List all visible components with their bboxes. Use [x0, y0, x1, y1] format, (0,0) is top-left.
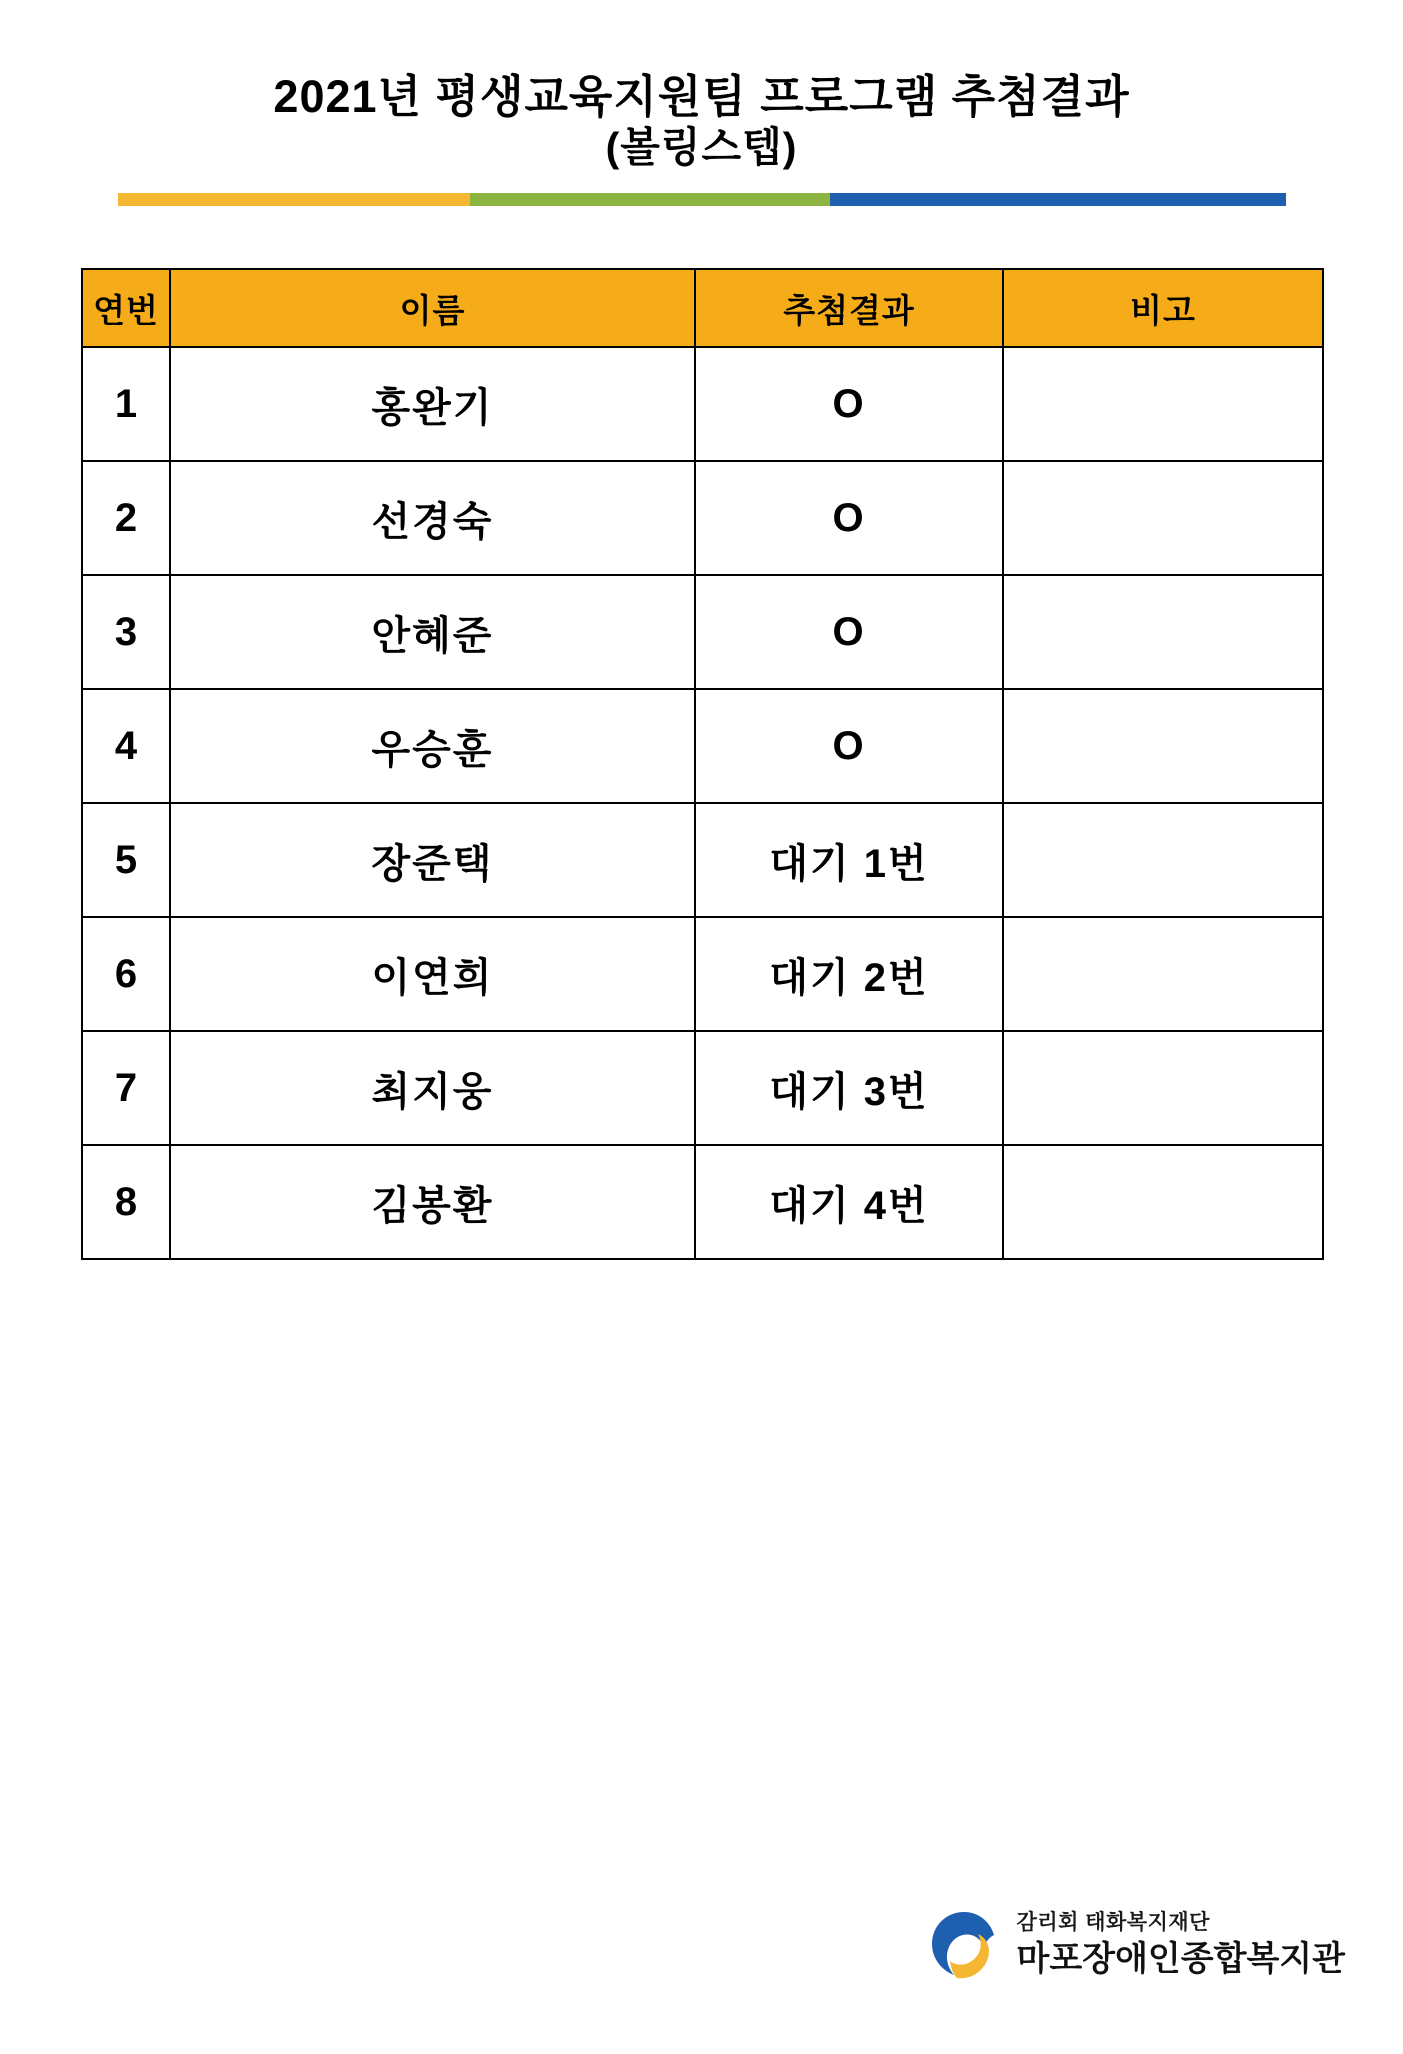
cell-result: O	[695, 575, 1003, 689]
cell-no: 2	[82, 461, 170, 575]
table-row	[82, 803, 1323, 917]
table-row	[82, 689, 1323, 803]
tricolor-divider	[118, 193, 1286, 206]
divider-segment-yellow	[118, 193, 471, 206]
cell-name: 최지웅	[170, 1031, 695, 1145]
cell-result: 대기 4번	[695, 1145, 1003, 1259]
footer-logo-block	[927, 1908, 1345, 1982]
cell-note	[1003, 917, 1323, 1031]
column-header-name: 이름	[170, 269, 695, 347]
column-header-result: 추첨결과	[695, 269, 1003, 347]
column-header-note: 비고	[1003, 269, 1323, 347]
cell-note	[1003, 803, 1323, 917]
table-header-row	[82, 269, 1323, 347]
table-row	[82, 1031, 1323, 1145]
cell-name: 홍완기	[170, 347, 695, 461]
cell-no: 8	[82, 1145, 170, 1259]
document-page	[0, 70, 1403, 2054]
cell-result: 대기 1번	[695, 803, 1003, 917]
table-row	[82, 461, 1323, 575]
table-body	[82, 347, 1323, 1259]
table-row	[82, 1145, 1323, 1259]
cell-result: 대기 3번	[695, 1031, 1003, 1145]
organization-center: 마포장애인종합복지관	[1016, 1939, 1345, 1978]
cell-name: 안혜준	[170, 575, 695, 689]
cell-result: O	[695, 461, 1003, 575]
cell-note	[1003, 1145, 1323, 1259]
cell-no: 1	[82, 347, 170, 461]
title-line-main: 2021년 평생교육지원팀 프로그램 추첨결과	[273, 71, 1130, 122]
page-title	[0, 70, 1403, 171]
cell-name: 우승훈	[170, 689, 695, 803]
results-table-container	[81, 268, 1322, 1260]
cell-name: 선경숙	[170, 461, 695, 575]
cell-note	[1003, 575, 1323, 689]
cell-no: 4	[82, 689, 170, 803]
title-line-sub: (볼링스텝)	[605, 124, 798, 171]
cell-note	[1003, 1031, 1323, 1145]
results-table	[81, 268, 1324, 1260]
cell-result: O	[695, 347, 1003, 461]
cell-no: 7	[82, 1031, 170, 1145]
cell-result: O	[695, 689, 1003, 803]
cell-no: 3	[82, 575, 170, 689]
divider-segment-blue	[830, 193, 1286, 206]
table-row	[82, 347, 1323, 461]
divider-segment-green	[470, 193, 830, 206]
cell-name: 이연희	[170, 917, 695, 1031]
cell-name: 김봉환	[170, 1145, 695, 1259]
organization-foundation: 감리회 태화복지재단	[1016, 1911, 1210, 1935]
cell-name: 장준택	[170, 803, 695, 917]
organization-name	[1017, 1911, 1345, 1978]
cell-note	[1003, 347, 1323, 461]
cell-no: 5	[82, 803, 170, 917]
table-row	[82, 575, 1323, 689]
organization-logo-icon	[927, 1908, 1001, 1982]
table-header	[82, 269, 1323, 347]
cell-result: 대기 2번	[695, 917, 1003, 1031]
cell-no: 6	[82, 917, 170, 1031]
column-header-no: 연번	[82, 269, 170, 347]
cell-note	[1003, 689, 1323, 803]
table-row	[82, 917, 1323, 1031]
cell-note	[1003, 461, 1323, 575]
